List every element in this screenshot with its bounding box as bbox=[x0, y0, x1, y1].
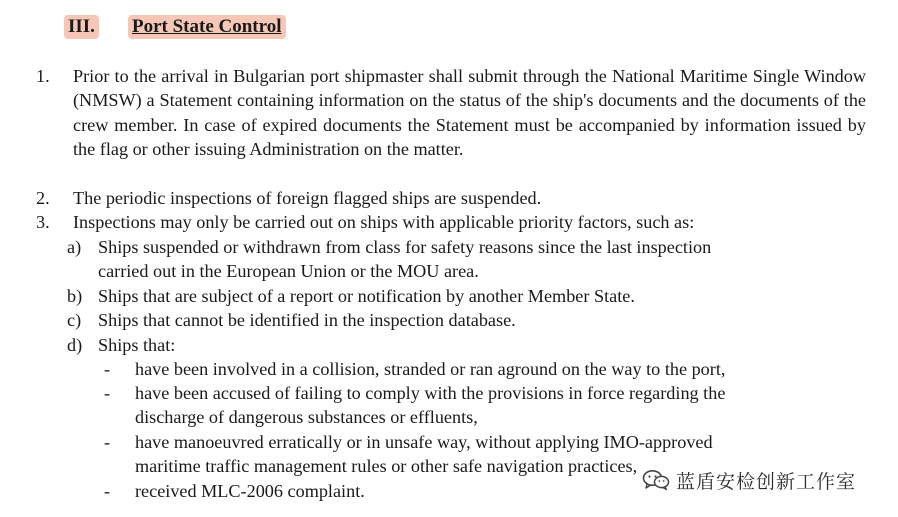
dash-bullet: - bbox=[104, 481, 111, 501]
dash-item-text-line2: discharge of dangerous substances or effluents, bbox=[135, 407, 478, 428]
item-number: 2. bbox=[36, 188, 50, 208]
sub-item-text: Ships that: bbox=[98, 335, 176, 355]
list-item-1 bbox=[0, 64, 898, 189]
dash-bullet: - bbox=[104, 383, 111, 403]
dash-bullet: - bbox=[104, 359, 111, 379]
sub-item-label: d) bbox=[67, 335, 83, 355]
dash-item-text: have been involved in a collision, stranded or ran aground on the way to the port, bbox=[135, 359, 726, 379]
section-number: III. bbox=[64, 15, 99, 39]
sub-item-label: c) bbox=[67, 310, 82, 330]
sub-item-b bbox=[0, 284, 898, 309]
list-item-3 bbox=[0, 210, 898, 235]
sub-item-label: a) bbox=[67, 237, 82, 257]
dash-item-text-line2: maritime traffic management rules or other safe navigation practices, bbox=[135, 456, 638, 477]
dash-item-text-line1: have manoeuvred erratically or in unsafe way, without applying IMO-approved bbox=[135, 432, 713, 452]
sub-item-text: Ships that are subject of a report or notification by another Member State. bbox=[98, 286, 635, 306]
sub-item-text-line1: Ships suspended or withdrawn from class for safety reasons since the last inspection bbox=[98, 237, 712, 257]
watermark bbox=[642, 467, 856, 493]
sub-item-label: b) bbox=[67, 286, 83, 306]
item-number: 1. bbox=[36, 66, 50, 86]
item-text: Inspections may only be carried out on ships with applicable priority factors, such as: bbox=[73, 212, 695, 232]
item-text: Prior to the arrival in Bulgarian port shipmaster shall submit through the National Maritime Single Window (NMSW) a Statement containing information on the status of the ship's documents and the documents of the crew member. In case of expired documents the Statement must be accompanied by information issued by the flag or other issuing Administration on the matter. bbox=[73, 66, 866, 160]
item-number: 3. bbox=[36, 212, 50, 232]
list-item-2 bbox=[0, 186, 898, 211]
dash-item-2 bbox=[0, 381, 898, 431]
sub-item-text-line2: carried out in the European Union or the MOU area. bbox=[98, 261, 479, 282]
dash-item-1 bbox=[0, 357, 898, 382]
sub-item-a bbox=[0, 235, 898, 285]
sub-item-d bbox=[0, 333, 898, 358]
sub-item-text: Ships that cannot be identified in the inspection database. bbox=[98, 310, 516, 330]
item-text: The periodic inspections of foreign flagged ships are suspended. bbox=[73, 188, 542, 208]
section-title: Port State Control bbox=[128, 15, 286, 39]
sub-item-c bbox=[0, 308, 898, 333]
dash-item-text: received MLC-2006 complaint. bbox=[135, 481, 365, 501]
dash-item-text-line1: have been accused of failing to comply with the provisions in force regarding the bbox=[135, 383, 726, 403]
wechat-icon bbox=[642, 469, 670, 491]
watermark-text: 蓝盾安检创新工作室 bbox=[676, 470, 857, 493]
dash-bullet: - bbox=[104, 432, 111, 452]
